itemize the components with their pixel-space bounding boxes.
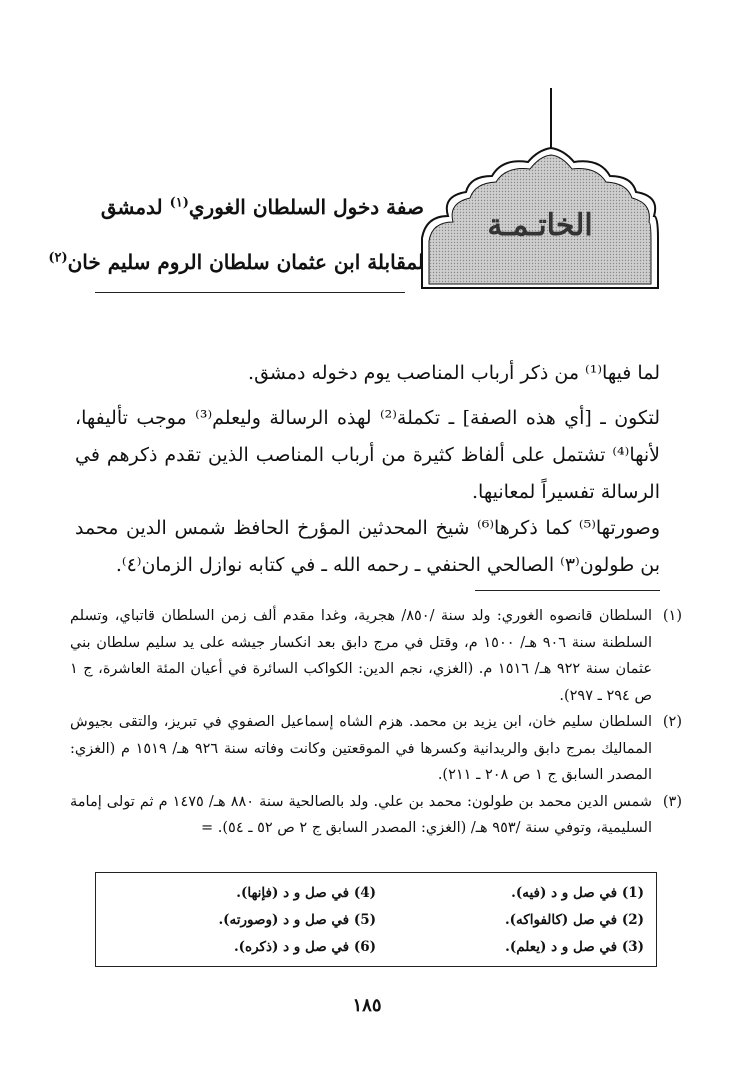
footnote-number: (٢) [662, 714, 682, 730]
footnote [70, 789, 682, 842]
title-line2-ref: (٢) [48, 250, 68, 266]
variant-number: (5) [353, 911, 376, 928]
chapter-title-line1 [101, 195, 424, 219]
chapter-title-line2 [48, 250, 424, 274]
variant-text: في صل (كالفواكه). [504, 911, 618, 928]
variant-text: في صل و د (فيه). [511, 884, 618, 901]
variant-number: (6) [353, 938, 376, 955]
page-number: ١٨٥ [352, 995, 382, 1016]
variant-item [376, 879, 644, 906]
footnote-text: شمس الدين محمد بن طولون: محمد بن علي. ولد بالصالحية سنة ٨٨٠ هـ/ ١٤٧٥ م ثم تولى إمامة السليمية، وتوفي سنة /٩٥٣ هـ/ (الغزي: المصدر السابق ج ٢ ص ٥٢ ـ ٥٤). = [70, 793, 653, 836]
variant-number: (2) [621, 911, 644, 928]
body-paragraph-3: وصورتها⁽⁵⁾ كما ذكرها⁽⁶⁾ شيخ المحدثين المؤرخ الحافظ شمس الدين محمد بن طولون⁽٣⁾ الصالحي الحنفي ـ رحمه الله ـ في كتابه نوازل الزمان⁽٤⁾. [75, 517, 660, 576]
variant-item [376, 906, 644, 933]
title-line1-text: صفة دخول السلطان الغوري [188, 195, 424, 219]
variant-item [108, 906, 376, 933]
footnote-number: (٣) [662, 793, 682, 810]
variant-item [108, 933, 376, 960]
variant-text: في صل و د (وصورته). [218, 911, 350, 928]
ornament-label: الخاتـمـة [487, 208, 593, 243]
variant-number: (1) [621, 884, 644, 901]
footnote-text: السلطان سليم خان، ابن يزيد بن محمد. هزم الشاه إسماعيل الصفوي في تبريز، والتقى بجيوش المماليك بمرج دابق والريدانية وكسرها في الموقعتين وكانت وفاته سنة ٩٢٦ هـ/ ١٥١٩ م (الغزي: المصدر السابق ج ١ ص ٢٠٨ ـ ٢١١). [70, 714, 653, 783]
footnote [70, 603, 682, 709]
footnote-text: السلطان قانصوه الغوري: ولد سنة /٨٥٠/ هجرية، وغدا مقدم ألف زمن السلطان قاتباي، وتسلم السلطنة سنة ٩٠٦ هـ/ ١٥٠٠ م، وقتل في مرج دابق بعد انكسار جيشه على يد سليم سلطان بني عثمان سنة ٩٢٢ هـ/ ١٥١٦ م. (الغزي، نجم الدين: الكواكب السائرة في أعيان المئة العاشرة، ج ١ ص ٢٩٤ ـ ٢٩٧). [70, 608, 653, 704]
title-divider [95, 292, 405, 293]
variant-text: في صل و د (ذكره). [233, 938, 350, 955]
title-line1-end: لدمشق [100, 195, 170, 219]
variant-item [376, 933, 644, 960]
dome-ornament-icon [420, 88, 660, 293]
variant-number: (4) [353, 884, 376, 901]
manuscript-variants-box [95, 872, 657, 967]
footnotes [70, 603, 682, 842]
title-line1-ref: (١) [169, 195, 189, 211]
variant-text: في صل و د (يعلم). [505, 938, 618, 955]
variant-number: (3) [621, 938, 644, 955]
footnote-divider [475, 590, 660, 591]
title-line2-text: لمقابلة ابن عثمان سلطان الروم سليم خان [67, 250, 424, 274]
variant-text: في صل و د (فإنها). [236, 884, 350, 901]
footnote [70, 709, 682, 789]
body-paragraph-2: لتكون ـ [أي هذه الصفة] ـ تكملة⁽²⁾ لهذه الرسالة وليعلم⁽³⁾ موجب تأليفها، لأنها⁽⁴⁾ تشتمل على ألفاظ كثيرة من أرباب المناصب الذين تقدم ذكرهم في الرسالة تفسيراً لمعانيها. [75, 407, 661, 503]
variant-item [108, 879, 376, 906]
body-paragraph-1: لما فيها⁽¹⁾ من ذكر أرباب المناصب يوم دخوله دمشق. [248, 362, 660, 384]
footnote-number: (١) [662, 608, 682, 624]
